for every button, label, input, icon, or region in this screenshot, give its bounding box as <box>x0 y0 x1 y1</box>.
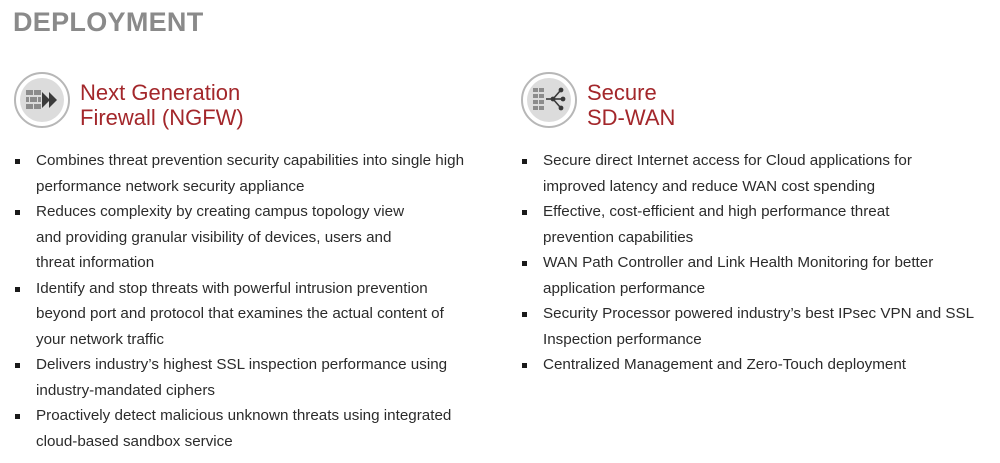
sd-wan-feature-list <box>521 148 996 378</box>
ngfw-feature-list <box>14 148 494 454</box>
list-item-text: Proactively detect malicious unknown threats using integrated <box>36 407 452 424</box>
list-item <box>14 276 494 353</box>
list-item-text: Effective, cost-efficient and high performance threat <box>543 203 890 220</box>
list-item <box>521 352 996 378</box>
sd-wan-network-icon <box>521 72 577 128</box>
sd-wan-column <box>521 72 996 378</box>
list-item-text: Combines threat prevention security capabilities into single high <box>36 152 465 169</box>
list-item <box>14 199 494 276</box>
list-item <box>14 403 494 454</box>
list-item-text: Centralized Management and Zero-Touch deployment <box>543 356 907 373</box>
list-item <box>521 148 996 199</box>
firewall-arrow-icon <box>14 72 70 128</box>
list-item <box>14 148 494 199</box>
ngfw-title-line-1: Next Generation <box>80 80 241 105</box>
list-item-text: WAN Path Controller and Link Health Monitoring for better <box>543 254 934 271</box>
list-item-text: threat information <box>36 254 155 271</box>
list-item-text: Reduces complexity by creating campus topology view <box>36 203 405 220</box>
list-item-text: Inspection performance <box>543 330 702 348</box>
list-item <box>521 301 996 352</box>
list-item-text: industry-mandated ciphers <box>36 381 215 399</box>
list-item <box>14 352 494 403</box>
list-item-text: beyond port and protocol that examines the actual content of <box>36 305 444 322</box>
sd-wan-title <box>587 80 675 130</box>
ngfw-title <box>80 80 244 130</box>
sd-wan-header <box>521 72 996 134</box>
ngfw-title-line-2: Firewall (NGFW) <box>80 105 244 130</box>
sd-wan-title-line-2: SD-WAN <box>587 105 676 130</box>
list-item-text: your network traffic <box>36 330 165 348</box>
list-item-text: application performance <box>543 279 706 297</box>
list-item-text: Secure direct Internet access for Cloud applications for <box>543 152 912 169</box>
list-item-text: Delivers industry’s highest SSL inspection performance using <box>36 356 448 373</box>
list-item-text: and providing granular visibility of devices, users and <box>36 228 392 246</box>
list-item <box>521 250 996 301</box>
list-item-text: performance network security appliance <box>36 177 305 195</box>
list-item-text: improved latency and reduce WAN cost spending <box>543 177 876 195</box>
list-item-text: prevention capabilities <box>543 228 694 246</box>
ngfw-column <box>14 72 494 454</box>
list-item-text: cloud-based sandbox service <box>36 432 233 450</box>
list-item-text: Identify and stop threats with powerful intrusion prevention <box>36 279 428 297</box>
list-item-text: Security Processor powered industry’s best IPsec VPN and SSL <box>543 305 975 322</box>
sd-wan-title-line-1: Secure <box>587 80 657 105</box>
ngfw-header <box>14 72 494 134</box>
list-item <box>521 199 996 250</box>
page-title: DEPLOYMENT <box>13 7 204 37</box>
